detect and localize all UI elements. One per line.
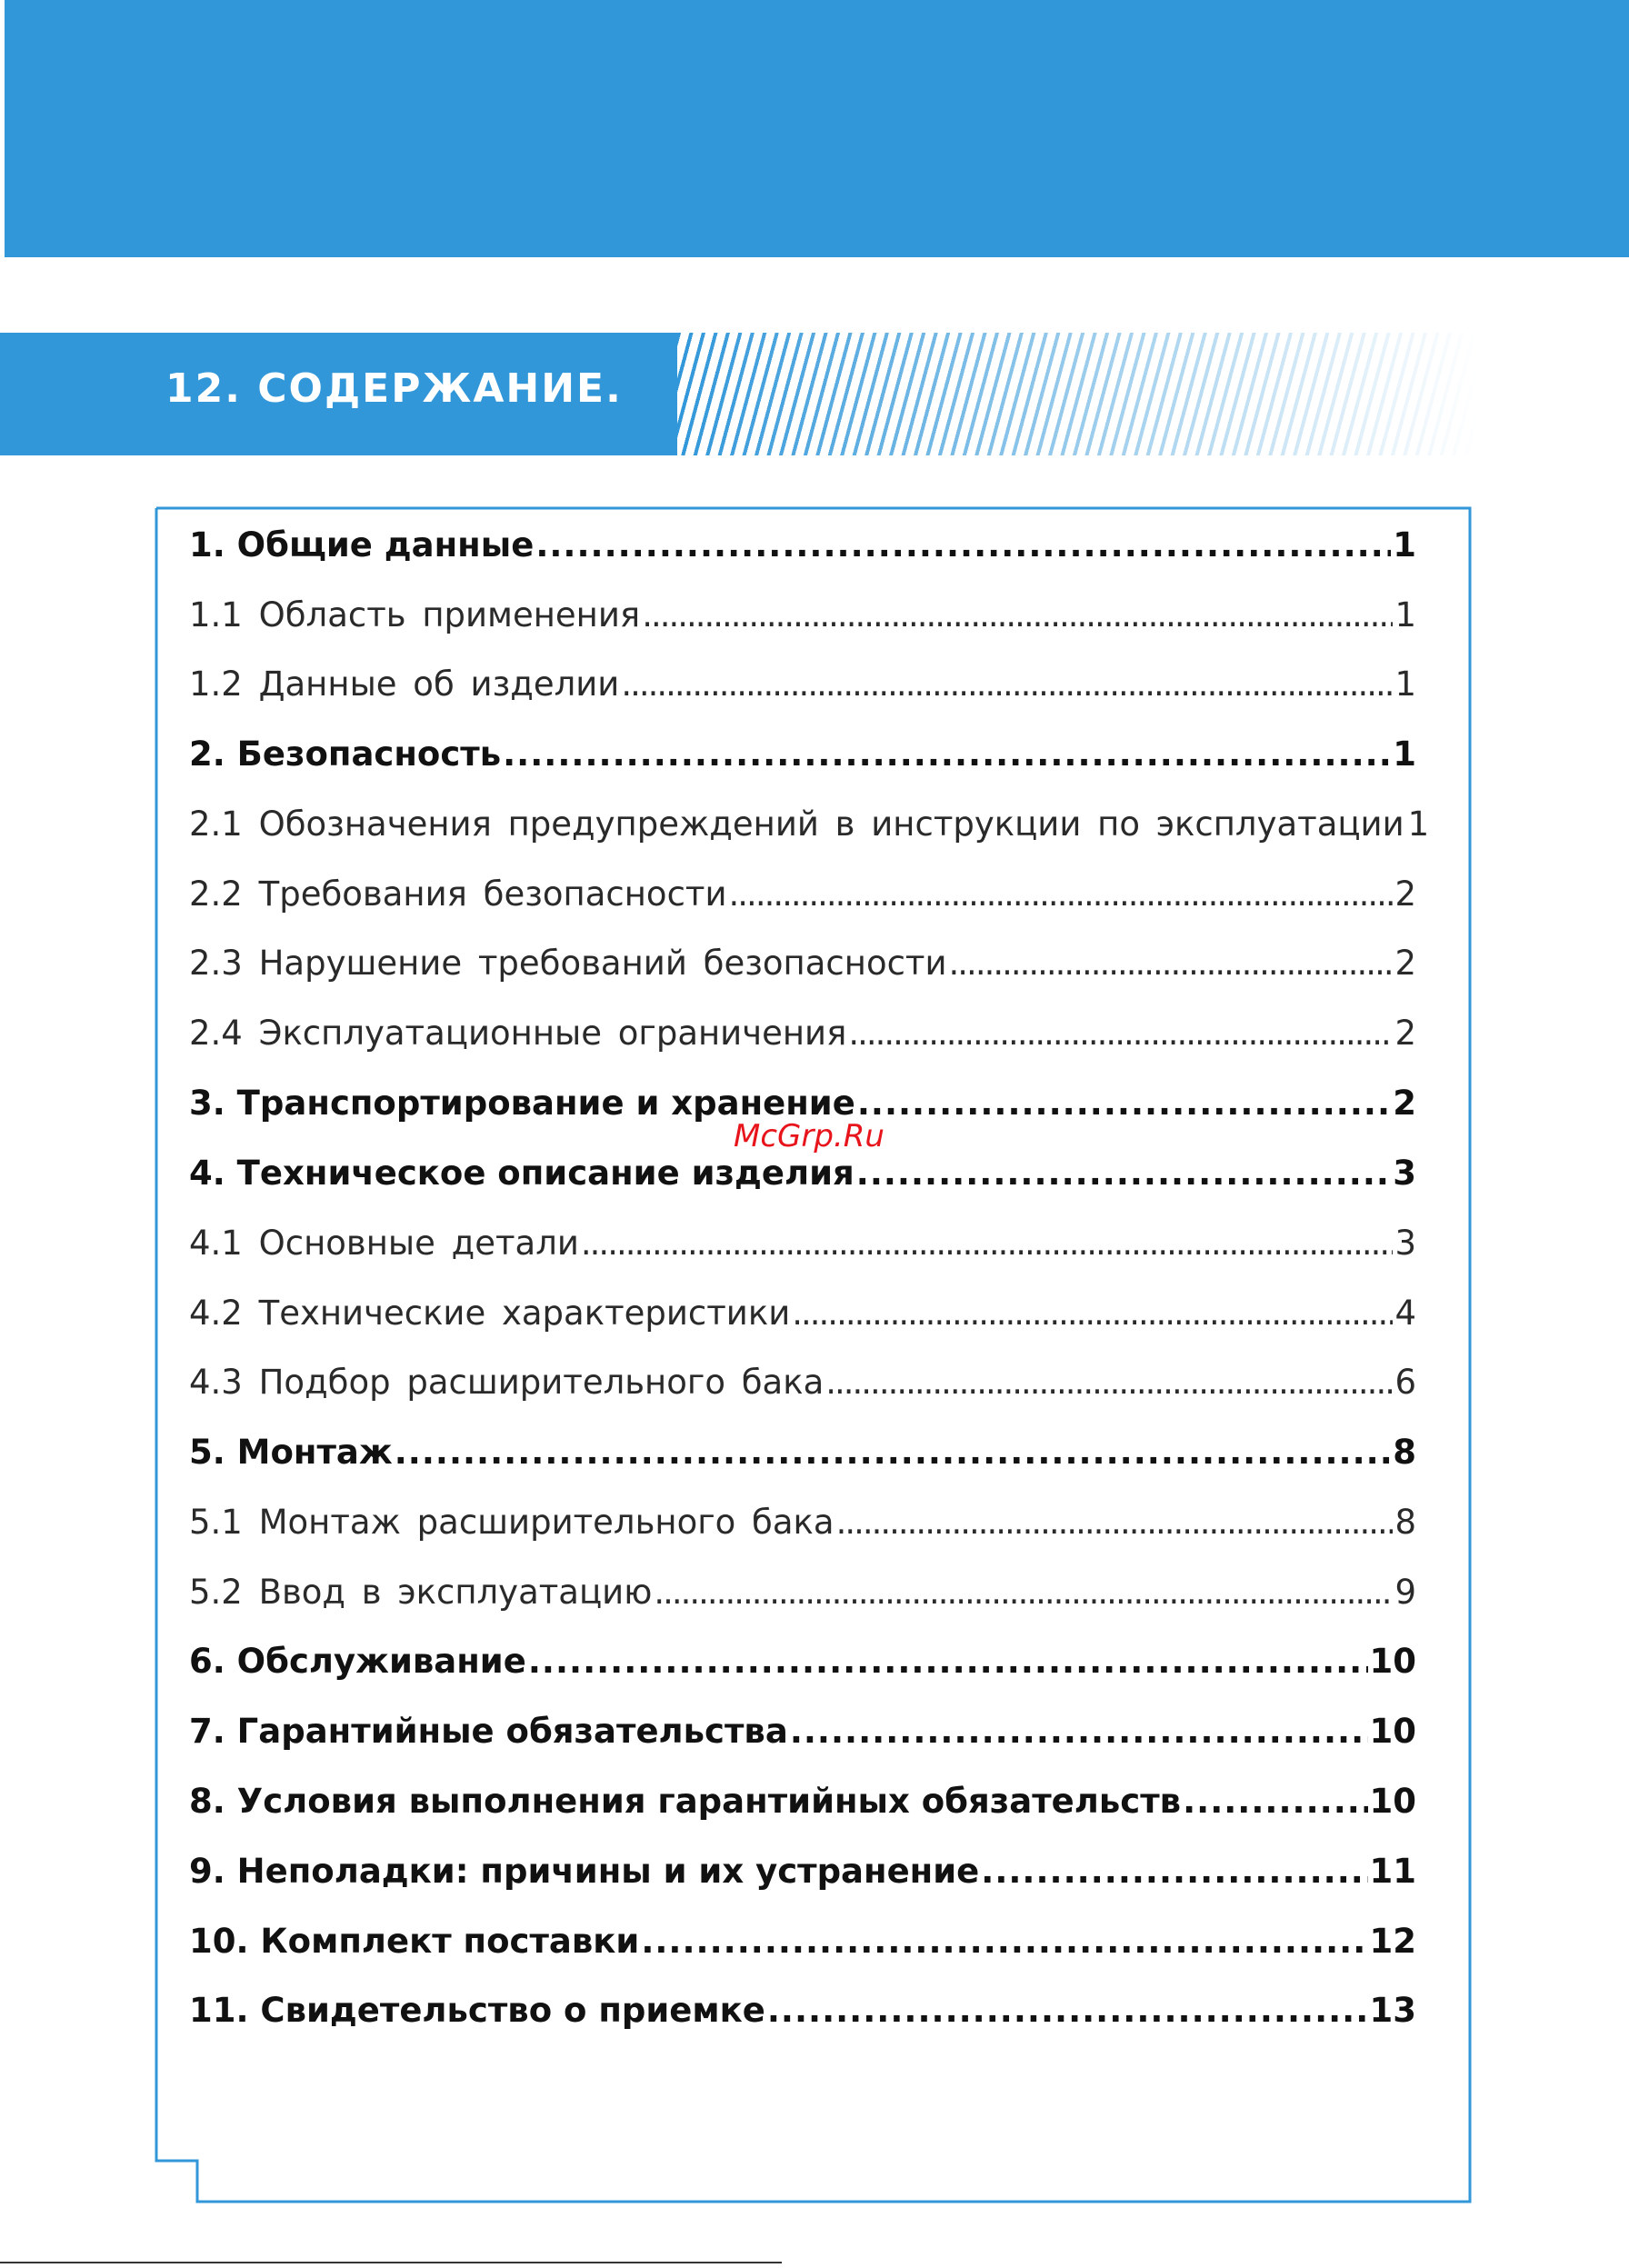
toc-page-number: 8 xyxy=(1394,1503,1416,1542)
toc-dot-leader xyxy=(528,1642,1368,1681)
toc-entry[interactable] xyxy=(189,874,1416,925)
toc-dot-leader xyxy=(621,664,1393,704)
toc-entry[interactable] xyxy=(189,1991,1416,2042)
toc-page-number: 10 xyxy=(1369,1642,1416,1681)
toc-page-number: 2 xyxy=(1394,944,1416,983)
toc-dot-leader xyxy=(535,525,1391,565)
toc-page-number: 12 xyxy=(1369,1922,1416,1961)
toc-entry[interactable] xyxy=(189,944,1416,994)
toc-dot-leader xyxy=(581,1224,1394,1263)
toc-entry[interactable] xyxy=(189,1503,1416,1554)
toc-dot-leader xyxy=(395,1433,1392,1472)
toc-entry[interactable] xyxy=(189,1573,1416,1624)
toc-entry[interactable] xyxy=(189,1852,1416,1903)
toc-entry[interactable] xyxy=(189,1433,1416,1484)
toc-entry-title: 2.2 Требования безопасности xyxy=(189,874,727,914)
toc-entry-title: 2. Безопасность xyxy=(189,734,502,774)
toc-dot-leader xyxy=(503,734,1391,774)
toc-page-number: 1 xyxy=(1407,804,1430,844)
toc-entry-title: 4.2 Технические характеристики xyxy=(189,1294,791,1333)
toc-entry-title: 9. Неполадки: причины и их устранение xyxy=(189,1852,980,1891)
toc-entry[interactable] xyxy=(189,1922,1416,1973)
toc-entry-title: 1.1 Область применения xyxy=(189,595,641,634)
toc-entry-title: 5.2 Ввод в эксплуатацию xyxy=(189,1573,653,1612)
toc-entry-title: 5.1 Монтаж расширительного бака xyxy=(189,1503,834,1542)
toc-page-number: 2 xyxy=(1394,874,1416,914)
toc-page-number: 10 xyxy=(1369,1712,1416,1751)
toc-page-number: 8 xyxy=(1393,1433,1416,1472)
toc-page-number: 13 xyxy=(1369,1991,1416,2030)
toc-entry-title: 4.3 Подбор расширительного бака xyxy=(189,1363,824,1402)
toc-entry-title: 4.1 Основные детали xyxy=(189,1224,579,1263)
toc-dot-leader xyxy=(856,1154,1391,1193)
toc-entry[interactable] xyxy=(189,1224,1416,1274)
toc-page-number: 2 xyxy=(1393,1084,1416,1123)
toc-page-number: 6 xyxy=(1394,1363,1416,1402)
toc-entry-title: 1.2 Данные об изделии xyxy=(189,664,620,704)
toc-entry-title: 5. Монтаж xyxy=(189,1433,393,1472)
toc-entry[interactable] xyxy=(189,1363,1416,1414)
toc-dot-leader xyxy=(792,1294,1393,1333)
toc-dot-leader xyxy=(641,1922,1367,1961)
toc-entry[interactable] xyxy=(189,595,1416,646)
toc-entry[interactable] xyxy=(189,1294,1416,1344)
toc-entry-title: 7. Гарантийные обязательства xyxy=(189,1712,788,1751)
toc-entry-title: 2.1 Обозначения предупреждений в инструкции по эксплуатации xyxy=(189,804,1404,844)
toc-page-number: 11 xyxy=(1369,1852,1416,1891)
toc-entry-title: 1. Общие данные xyxy=(189,525,535,565)
toc-dot-leader xyxy=(836,1503,1394,1542)
toc-dot-leader xyxy=(729,874,1394,914)
toc-entry[interactable] xyxy=(189,804,1430,855)
toc-entry-title: 4. Техническое описание изделия xyxy=(189,1154,854,1193)
toc-dot-leader xyxy=(981,1852,1367,1891)
toc-entry-title: 8. Условия выполнения гарантийных обязательств xyxy=(189,1782,1182,1821)
footer-rule xyxy=(0,2262,782,2263)
toc-dot-leader xyxy=(1183,1782,1367,1821)
toc-entry[interactable] xyxy=(189,1782,1416,1833)
toc-dot-leader xyxy=(825,1363,1393,1402)
toc-entry-title: 10. Комплект поставки xyxy=(189,1922,640,1961)
toc-entry-title: 11. Свидетельство о приемке xyxy=(189,1991,765,2030)
toc-entry[interactable] xyxy=(189,525,1416,576)
toc-entry[interactable] xyxy=(189,664,1416,715)
toc-entry[interactable] xyxy=(189,1642,1416,1693)
toc-entry[interactable] xyxy=(189,734,1416,785)
toc-dot-leader xyxy=(642,595,1393,634)
toc-page-number: 10 xyxy=(1369,1782,1416,1821)
toc-entry-title: 2.3 Нарушение требований безопасности xyxy=(189,944,947,983)
toc-dot-leader xyxy=(654,1573,1393,1612)
toc-entry-title: 2.4 Эксплуатационные ограничения xyxy=(189,1014,847,1053)
toc-page-number: 3 xyxy=(1394,1224,1416,1263)
toc-page-number: 1 xyxy=(1394,595,1416,634)
toc-page-number: 4 xyxy=(1394,1294,1416,1333)
toc-entry-title: 6. Обслуживание xyxy=(189,1642,526,1681)
toc-page-number: 1 xyxy=(1394,664,1416,704)
toc-dot-leader xyxy=(790,1712,1368,1751)
section-title: 12. СОДЕРЖАНИЕ. xyxy=(165,365,623,412)
toc-page-number: 3 xyxy=(1393,1154,1416,1193)
toc-page-number: 9 xyxy=(1394,1573,1416,1612)
toc-entry[interactable] xyxy=(189,1154,1416,1204)
toc-page-number: 2 xyxy=(1394,1014,1416,1053)
toc-page-number: 1 xyxy=(1393,734,1416,774)
toc-page-number: 1 xyxy=(1393,525,1416,565)
toc-entry-title: 3. Транспортирование и хранение xyxy=(189,1084,855,1123)
watermark: McGrp.Ru xyxy=(734,1118,884,1154)
toc-dot-leader xyxy=(848,1014,1393,1053)
toc-entry[interactable] xyxy=(189,1014,1416,1064)
toc-dot-leader xyxy=(949,944,1394,983)
toc-dot-leader xyxy=(767,1991,1368,2030)
toc-dot-leader xyxy=(857,1084,1391,1123)
toc-entry[interactable] xyxy=(189,1712,1416,1763)
